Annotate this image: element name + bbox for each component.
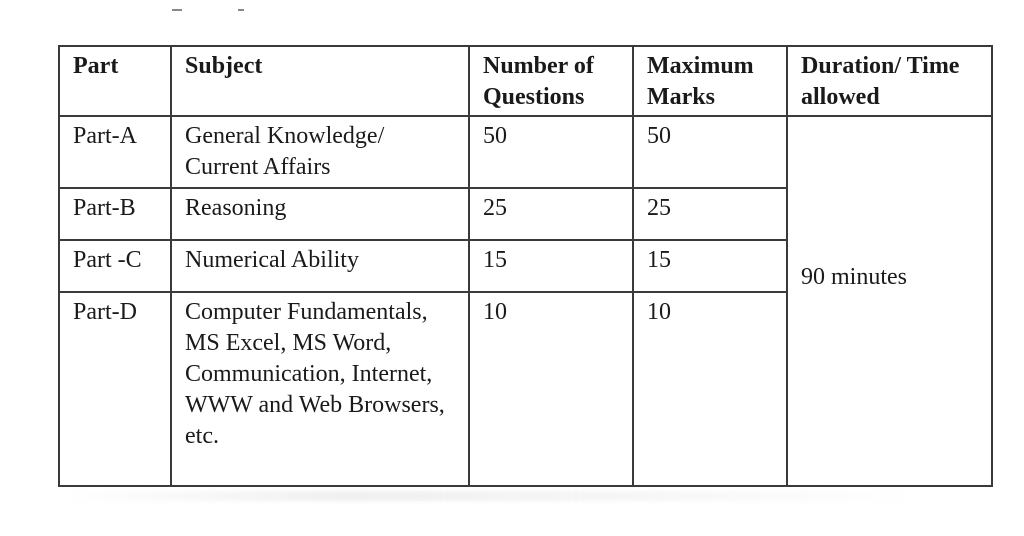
table-row bbox=[59, 116, 992, 188]
cell-part: Part -C bbox=[59, 240, 171, 292]
cell-marks: 25 bbox=[633, 188, 787, 240]
table-header-row bbox=[59, 46, 992, 116]
cell-subject: Computer Fundamentals, MS Excel, MS Word, Communication, Internet, WWW and Web Browsers, etc. bbox=[171, 292, 469, 486]
cell-subject: Numerical Ability bbox=[171, 240, 469, 292]
cell-questions: 10 bbox=[469, 292, 633, 486]
header-duration: Duration/ Time allowed bbox=[787, 46, 992, 116]
cell-marks: 10 bbox=[633, 292, 787, 486]
header-questions: Number of Questions bbox=[469, 46, 633, 116]
cell-part: Part-D bbox=[59, 292, 171, 486]
cell-duration bbox=[787, 116, 992, 486]
cell-marks: 50 bbox=[633, 116, 787, 188]
cell-questions: 15 bbox=[469, 240, 633, 292]
faint-bottom-text-line bbox=[60, 491, 920, 501]
cell-part: Part-B bbox=[59, 188, 171, 240]
cell-subject: General Knowledge/ Current Affairs bbox=[171, 116, 469, 188]
header-subject: Subject bbox=[171, 46, 469, 116]
duration-value: 90 minutes bbox=[801, 264, 907, 290]
cell-subject: Reasoning bbox=[171, 188, 469, 240]
cell-marks: 15 bbox=[633, 240, 787, 292]
cell-questions: 50 bbox=[469, 116, 633, 188]
cell-questions: 25 bbox=[469, 188, 633, 240]
top-scan-marks bbox=[172, 6, 252, 14]
header-marks: Maximum Marks bbox=[633, 46, 787, 116]
cell-part: Part-A bbox=[59, 116, 171, 188]
header-part: Part bbox=[59, 46, 171, 116]
exam-pattern-table bbox=[58, 45, 993, 487]
